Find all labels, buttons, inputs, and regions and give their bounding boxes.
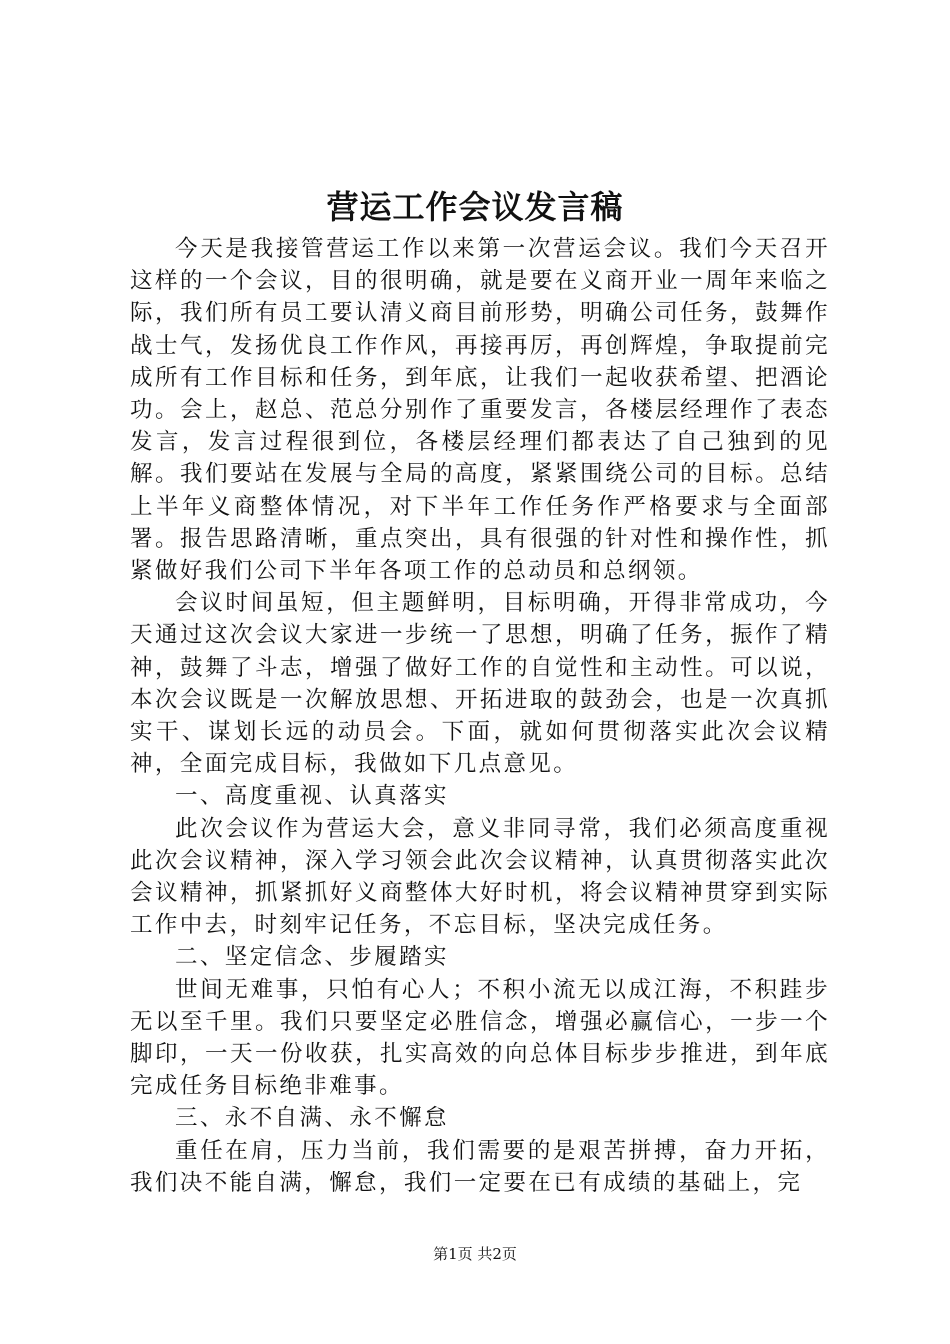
paragraph-section-1: 此次会议作为营运大会，意义非同寻常，我们必须高度重视此次会议精神，深入学习领会此次会议精神，认真贯彻落实此次会议精神，抓紧抓好义商整体大好时机，将会议精神贯穿到实际工作中去，时刻牢记任务，不忘目标，坚决完成任务。 [130, 815, 830, 939]
paragraph-section-3: 重任在肩，压力当前，我们需要的是艰苦拼搏，奋力开拓，我们决不能自满，懈怠，我们一定要在已有成绩的基础上，完 [130, 1137, 830, 1196]
document-body [130, 233, 830, 1199]
paragraph-meeting-summary: 会议时间虽短，但主题鲜明，目标明确，开得非常成功，今天通过这次会议大家进一步统一了思想，明确了任务，振作了精神，鼓舞了斗志，增强了做好工作的自觉性和主动性。可以说，本次会议既是一次解放思想、开拓进取的鼓劲会，也是一次真抓实干、谋划长远的动员会。下面，就如何贯彻落实此次会议精神，全面完成目标，我做如下几点意见。 [130, 590, 830, 778]
section-heading-1: 一、高度重视、认真落实 [175, 783, 449, 810]
section-heading-2: 二、坚定信念、步履踏实 [175, 944, 449, 971]
page-number-footer: 第1页 共2页 [433, 1245, 517, 1263]
paragraph-section-2: 世间无难事，只怕有心人；不积小流无以成江海，不积跬步无以至千里。我们只要坚定必胜信念，增强必赢信心，一步一个脚印，一天一份收获，扎实高效的向总体目标步步推进，到年底完成任务目标绝非难事。 [130, 976, 830, 1100]
section-heading-3: 三、永不自满、永不懈怠 [175, 1105, 449, 1132]
document-title: 营运工作会议发言稿 [326, 188, 624, 226]
paragraph-intro: 今天是我接管营运工作以来第一次营运会议。我们今天召开这样的一个会议，目的很明确，就是要在义商开业一周年来临之际，我们所有员工要认清义商目前形势，明确公司任务，鼓舞作战士气，发扬优良工作作风，再接再厉，再创辉煌，争取提前完成所有工作目标和任务，到年底，让我们一起收获希望、把酒论功。会上，赵总、范总分别作了重要发言，各楼层经理作了表态发言，发言过程很到位，各楼层经理们都表达了自己独到的见解。我们要站在发展与全局的高度，紧紧围绕公司的目标。总结上半年义商整体情况，对下半年工作任务作严格要求与全面部署。报告思路清晰，重点突出，具有很强的针对性和操作性，抓紧做好我们公司下半年各项工作的总动员和总纲领。 [130, 236, 830, 585]
